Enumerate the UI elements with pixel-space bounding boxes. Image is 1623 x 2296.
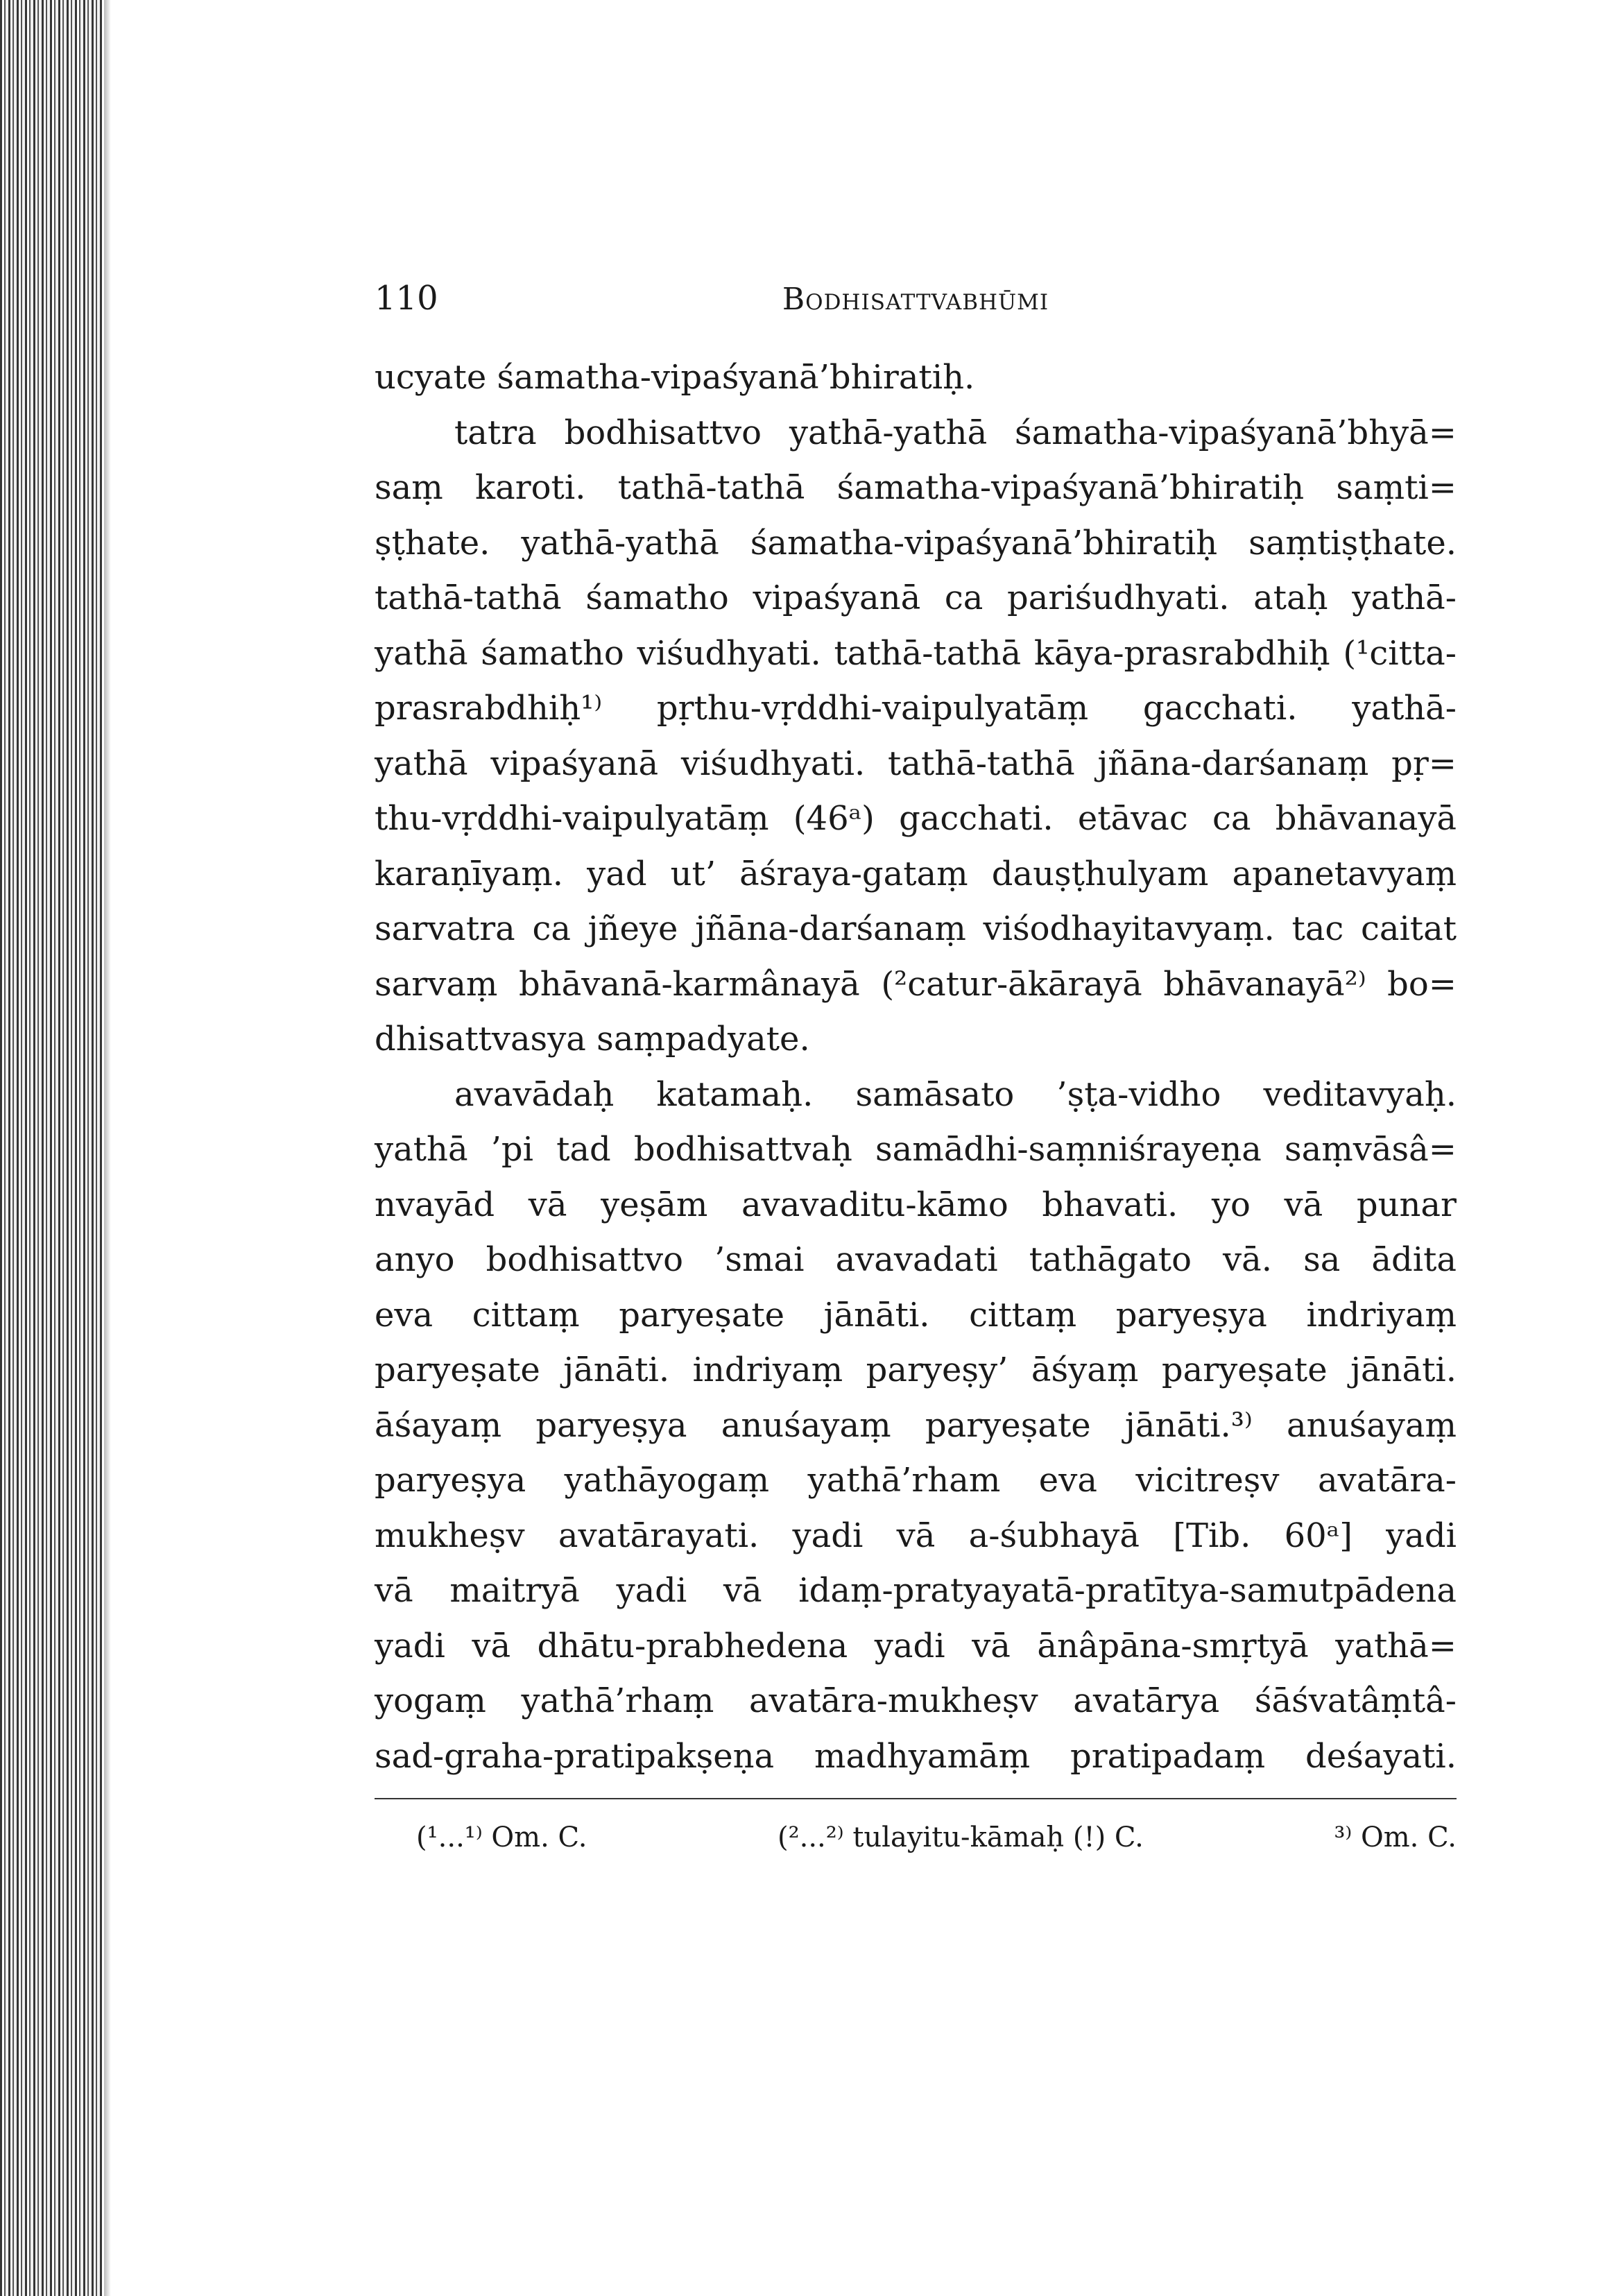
text-line: yathā ’pi tad bodhisattvaḥ samādhi-saṃniśrayeṇa saṃvāsâ= — [375, 1130, 1457, 1169]
text-line: prasrabdhiḥ¹⁾ pṛthu-vṛddhi-vaipulyatāṃ gacchati. yathā- — [375, 689, 1457, 728]
text-line: tathā-tathā śamatho vipaśyanā ca pariśudhyati. ataḥ yathā- — [375, 579, 1457, 617]
text-line: sad-graha-pratipakṣeṇa madhyamāṃ pratipadaṃ deśayati. — [375, 1736, 1457, 1776]
text-line: yathā vipaśyanā viśudhyati. tathā-tathā jñāna-darśanaṃ pṛ= — [375, 744, 1457, 783]
text-line: mukheṣv avatārayati. yadi vā a-śubhayā [Tib. 60ᵃ] yadi — [375, 1516, 1457, 1555]
text-line: saṃ karoti. tathā-tathā śamatha-vipaśyanā’bhiratiḥ saṃti= — [375, 468, 1457, 507]
text-line: dhisattvasya saṃpadyate. — [375, 1020, 810, 1059]
text-line: avavādaḥ katamaḥ. samāsato ’ṣṭa-vidho veditavyaḥ. — [454, 1074, 1457, 1114]
text-line: anyo bodhisattvo ’smai avavadati tathāgato vā. sa ādita — [375, 1240, 1457, 1279]
body-text — [375, 350, 1457, 1784]
footnotes — [416, 1822, 1457, 1853]
running-title: Bodhisattvabhūmi — [782, 282, 1049, 317]
text-line: eva cittaṃ paryeṣate jānāti. cittaṃ paryeṣya indriyaṃ — [375, 1295, 1457, 1335]
text-line: karaṇīyaṃ. yad ut’ āśraya-gataṃ dauṣṭhulyam apanetavyaṃ — [375, 854, 1457, 893]
running-head — [375, 279, 1457, 327]
text-line: yogaṃ yathā’rhaṃ avatāra-mukheṣv avatārya śāśvatâṃtâ- — [375, 1681, 1457, 1720]
text-line: ṣṭhate. yathā-yathā śamatha-vipaśyanā’bhiratiḥ saṃtiṣṭhate. — [375, 523, 1457, 563]
page-number: 110 — [375, 279, 438, 318]
footnote-3: ³⁾ Om. C. — [1334, 1822, 1457, 1853]
text-line: yadi vā dhātu-prabhedena yadi vā ānâpāna-smṛtyā yathā= — [375, 1626, 1457, 1665]
text-line: ucyate śamatha-vipaśyanā’bhiratiḥ. — [375, 358, 975, 397]
text-line: vā maitryā yadi vā idaṃ-pratyayatā-pratītya-samutpādena — [375, 1571, 1457, 1610]
text-line: paryeṣate jānāti. indriyaṃ paryeṣy’ āśyaṃ paryeṣate jānāti. — [375, 1351, 1457, 1389]
text-line: sarvatra ca jñeye jñāna-darśanaṃ viśodhayitavyaṃ. tac caitat — [375, 909, 1457, 948]
footnote-2: (²...²⁾ tulayitu-kāmaḥ (!) C. — [777, 1822, 1144, 1853]
text-line: sarvaṃ bhāvanā-karmânayā (²catur-ākārayā bhāvanayā²⁾ bo= — [375, 964, 1457, 1004]
binding-shadow — [0, 0, 104, 2296]
text-line: paryeṣya yathāyogaṃ yathā’rham eva vicitreṣv avatāra- — [375, 1461, 1457, 1500]
text-line: tatra bodhisattvo yathā-yathā śamatha-vipaśyanā’bhyā= — [454, 413, 1457, 452]
text-line: āśayaṃ paryeṣya anuśayaṃ paryeṣate jānāti.³⁾ anuśayaṃ — [375, 1405, 1457, 1445]
footnote-1: (¹...¹⁾ Om. C. — [416, 1822, 587, 1853]
text-line: yathā śamatho viśudhyati. tathā-tathā kāya-prasrabdhiḥ (¹citta- — [375, 633, 1457, 673]
text-line: nvayād vā yeṣām avavaditu-kāmo bhavati. yo vā punar — [375, 1185, 1457, 1224]
binding-edge — [104, 0, 111, 2296]
text-line: thu-vṛddhi-vaipulyatāṃ (46ᵃ) gacchati. etāvac ca bhāvanayā — [375, 799, 1457, 838]
footnote-divider — [375, 1798, 1457, 1799]
